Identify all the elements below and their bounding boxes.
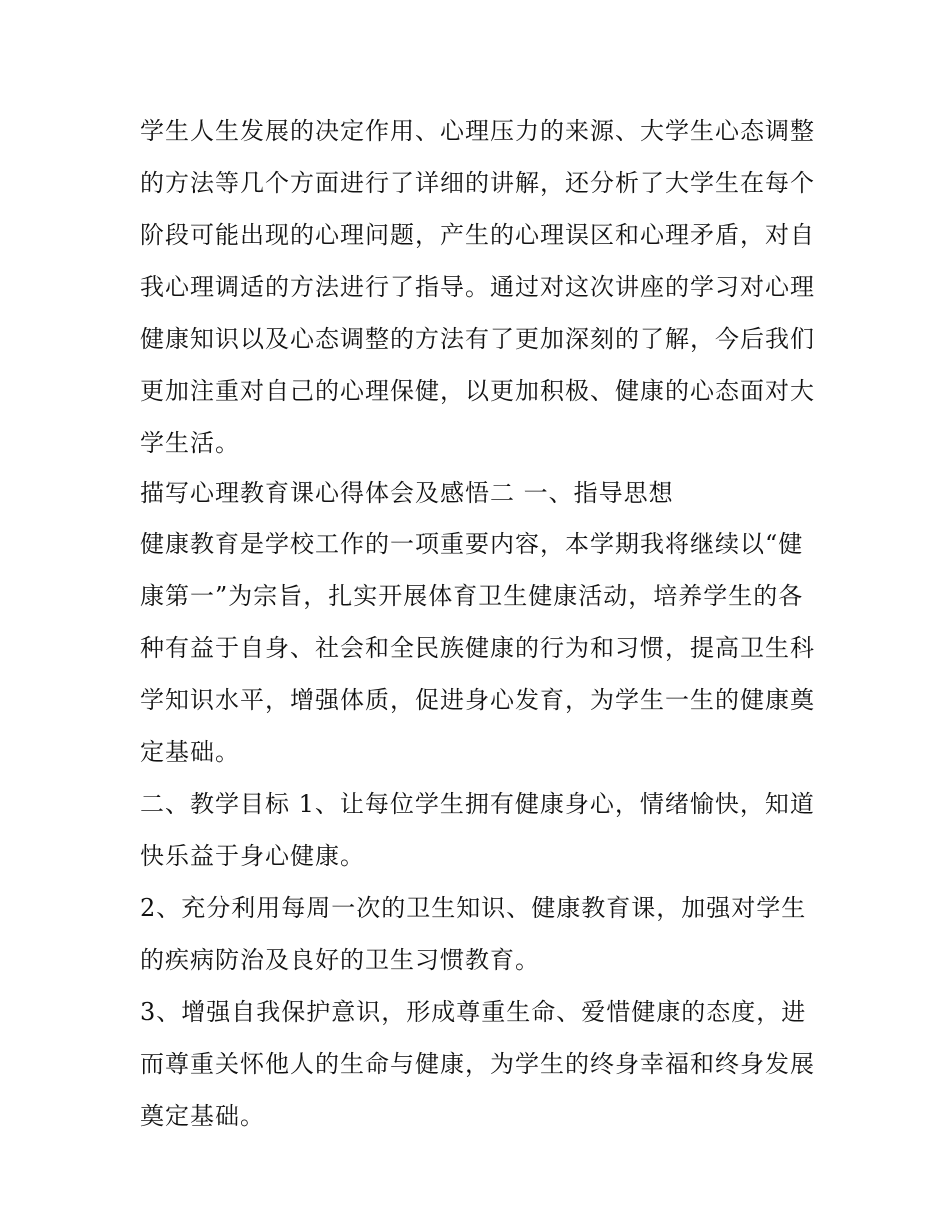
text-line: 的方法等几个方面进行了详细的讲解，还分析了大学生在每个 (140, 169, 815, 197)
text-line: 而尊重关怀他人的生命与健康，为学生的终身幸福和终身发展 (140, 1050, 815, 1078)
text-line: 定基础。 (140, 738, 240, 766)
text-line: 种有益于自身、社会和全民族健康的行为和习惯，提高卫生科 (140, 634, 815, 662)
text-line: 学生活。 (140, 429, 240, 457)
text-line: 学知识水平，增强体质，促进身心发育，为学生一生的健康奠 (140, 686, 815, 714)
text-line: 快乐益于身心健康。 (140, 842, 365, 870)
document-body (140, 105, 820, 1142)
text-line: 阶段可能出现的心理问题，产生的心理误区和心理矛盾，对自 (140, 221, 815, 249)
text-line: 学生人生发展的决定作用、心理压力的来源、大学生心态调整 (140, 117, 815, 145)
text-line: 更加注重对自己的心理保健，以更加积极、健康的心态面对大 (140, 377, 815, 405)
section-heading: 描写心理教育课心得体会及感悟二 一、指导思想 (140, 479, 674, 507)
text-line: 我心理调适的方法进行了指导。通过对这次讲座的学习对心理 (140, 273, 815, 301)
text-line: 奠定基础。 (140, 1102, 265, 1130)
text-line: 健康教育是学校工作的一项重要内容，本学期我将继续以“健 (140, 530, 804, 558)
text-line: 健康知识以及心态调整的方法有了更加深刻的了解，今后我们 (140, 325, 815, 353)
text-line: 康第一”为宗旨，扎实开展体育卫生健康活动，培养学生的各 (140, 582, 804, 610)
text-line: 3、增强自我保护意识，形成尊重生命、爱惜健康的态度，进 (140, 998, 807, 1026)
text-line: 2、充分利用每周一次的卫生知识、健康教育课，加强对学生 (140, 894, 807, 922)
text-line: 的疾病防治及良好的卫生习惯教育。 (140, 946, 540, 974)
text-line: 二、教学目标 1、让每位学生拥有健康身心，情绪愉快，知道 (140, 790, 815, 818)
